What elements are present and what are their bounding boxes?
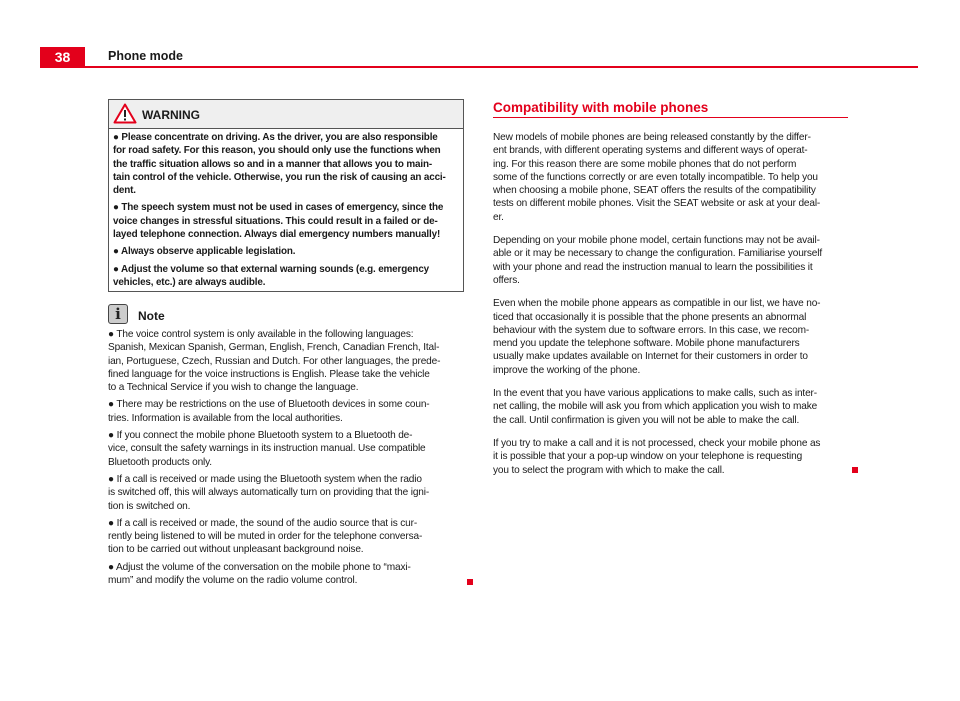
text-line: er. bbox=[493, 211, 504, 223]
text-line: ● The speech system must not be used in cases of emergency, since the bbox=[113, 202, 444, 214]
text-line: with your phone and read the instruction manual to learn the possibilities it bbox=[493, 261, 813, 273]
text-line: In the event that you have various applications to make calls, such as inter- bbox=[493, 388, 817, 400]
section-end-marker bbox=[852, 467, 858, 473]
section-title: Phone mode bbox=[108, 49, 184, 63]
paragraph bbox=[108, 328, 440, 394]
text-line: net calling, the mobile will ask you from which application you wish to make bbox=[493, 401, 818, 413]
text-line: Bluetooth products only. bbox=[108, 456, 212, 468]
info-icon: i bbox=[108, 304, 128, 324]
text-line: Depending on your mobile phone model, certain functions may not be avail- bbox=[493, 235, 820, 247]
text-line: ian, Portuguese, Czech, Russian and Dutch. For other languages, the prede- bbox=[108, 355, 441, 367]
section-end-marker bbox=[467, 579, 473, 585]
compatibility-text bbox=[493, 131, 822, 487]
text-line: ● If you connect the mobile phone Bluetooth system to a Bluetooth de- bbox=[108, 430, 413, 442]
text-line: New models of mobile phones are being released constantly by the differ- bbox=[493, 132, 811, 143]
text-line: tion to be carried out without unpleasant background noise. bbox=[108, 544, 364, 556]
text-line: Even when the mobile phone appears as compatible in our list, we have no- bbox=[493, 298, 821, 310]
text-line: dent. bbox=[113, 185, 136, 197]
text-line: some of the functions correctly or are even totally incompatible. To help you bbox=[493, 171, 818, 183]
text-line: layed telephone connection. Always dial emergency numbers manually! bbox=[113, 229, 441, 241]
paragraph bbox=[113, 201, 446, 241]
paragraph bbox=[108, 429, 440, 469]
text-line: the call. Until confirmation is given you will not be able to make the call. bbox=[493, 414, 800, 426]
text-line: ● If a call is received or made, the sound of the audio source that is cur- bbox=[108, 517, 418, 529]
paragraph bbox=[108, 561, 440, 588]
text-line: ing. For this reason there are some mobile phones that do not perform bbox=[493, 158, 797, 170]
paragraph bbox=[493, 297, 822, 377]
paragraph bbox=[113, 263, 446, 290]
text-line: behaviour with the system due to software errors. In this case, we recom- bbox=[493, 324, 810, 336]
warning-list bbox=[113, 131, 446, 293]
text-line: rently being listened to will be muted in order for the telephone conversa- bbox=[108, 531, 423, 543]
paragraph bbox=[113, 245, 446, 258]
section-heading: Compatibility with mobile phones bbox=[493, 100, 709, 115]
text-line: tain control of the vehicle. Otherwise, you run the risk of causing an acci- bbox=[113, 171, 446, 183]
text-line: it is possible that your a pop-up window on your telephone is requesting bbox=[493, 451, 803, 463]
text-line: If you try to make a call and it is not processed, check your mobile phone as bbox=[493, 437, 821, 449]
paragraph bbox=[493, 234, 822, 287]
text-line: you to select the program with which to make the call. bbox=[493, 464, 725, 476]
text-line: ● There may be restrictions on the use of Bluetooth devices in some coun- bbox=[108, 399, 430, 411]
heading-rule bbox=[493, 117, 848, 118]
text-line: mend you update the telephone software. Mobile phone manufacturers bbox=[493, 338, 800, 350]
text-line: to a Technical Service if you wish to change the language. bbox=[108, 382, 359, 394]
paragraph bbox=[113, 131, 446, 197]
text-line: ● Always observe applicable legislation. bbox=[113, 246, 296, 258]
text-line: ● If a call is received or made using the Bluetooth system when the radio bbox=[108, 473, 422, 485]
text-line: vice, consult the safety warnings in its instruction manual. Use compatible bbox=[108, 443, 426, 455]
text-line: is switched off, this will always automatically turn on providing that the igni- bbox=[108, 487, 430, 499]
text-line: vehicles, etc.) are always audible. bbox=[113, 276, 266, 288]
text-line: voice changes in stressful situations. This could result in a failed or de- bbox=[113, 215, 438, 227]
note-title: Note bbox=[138, 309, 165, 323]
text-line: usually make updates available on Internet for their customers in order to bbox=[493, 351, 808, 363]
text-line: tests on different mobile phones. Visit the SEAT website or ask at your deal- bbox=[493, 198, 821, 210]
text-line: mum” and modify the volume on the radio volume control. bbox=[108, 575, 358, 587]
text-line: offers. bbox=[493, 274, 520, 286]
text-line: ● Adjust the volume of the conversation on the mobile phone to “maxi- bbox=[108, 561, 411, 573]
paragraph bbox=[108, 473, 440, 513]
warning-triangle-icon bbox=[113, 103, 137, 124]
text-line: ent brands, with different operating systems and different ways of operat- bbox=[493, 145, 808, 157]
text-line: when choosing a mobile phone, SEAT offers the results of the compatibility bbox=[493, 185, 816, 197]
text-line: ● The voice control system is only available in the following languages: bbox=[108, 329, 414, 340]
text-line: ● Adjust the volume so that external warning sounds (e.g. emergency bbox=[113, 263, 430, 275]
paragraph bbox=[493, 437, 822, 477]
text-line: tries. Information is available from the local authorities. bbox=[108, 412, 343, 424]
paragraph bbox=[108, 398, 440, 425]
note-list bbox=[108, 328, 440, 591]
paragraph bbox=[108, 517, 440, 557]
paragraph bbox=[493, 387, 822, 427]
text-line: for road safety. For this reason, you should only use the functions when bbox=[113, 145, 441, 157]
header-rule bbox=[85, 66, 918, 68]
warning-header bbox=[109, 100, 463, 129]
text-line: fined language for the voice instructions is English. Please take the vehicle bbox=[108, 368, 430, 380]
text-line: the traffic situation allows so and in a manner that allows you to main- bbox=[113, 158, 432, 170]
paragraph bbox=[493, 131, 822, 224]
text-line: tion is switched on. bbox=[108, 500, 191, 512]
text-line: ticed that occasionally it is possible that the phone presents an abnormal bbox=[493, 311, 807, 323]
page-number: 38 bbox=[40, 47, 85, 68]
text-line: able or it may be necessary to change the configuration. Familiarise yourself bbox=[493, 248, 823, 260]
text-line: Spanish, Mexican Spanish, German, English, French, Canadian French, Ital- bbox=[108, 342, 440, 354]
text-line: improve the working of the phone. bbox=[493, 364, 641, 376]
text-line: ● Please concentrate on driving. As the driver, you are also responsible bbox=[113, 132, 438, 143]
warning-title: WARNING bbox=[142, 108, 200, 122]
